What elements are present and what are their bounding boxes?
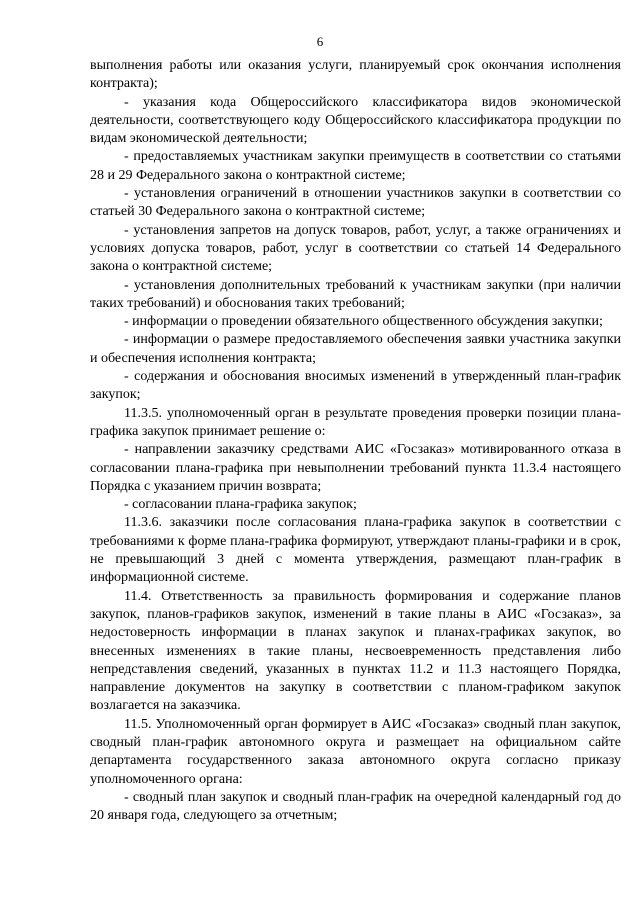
paragraph: выполнения работы или оказания услуги, планируемый срок окончания исполнения контракта);	[90, 58, 621, 92]
paragraph: - установления запретов на допуск товаров, работ, услуг, а также ограничениях и условиях допуска товаров, работ, услуг в соответствии со статьей 14 Федерального закона о контрактной системе;	[90, 222, 621, 275]
paragraph: - согласовании плана-графика закупок;	[124, 497, 357, 513]
document-body	[90, 57, 621, 825]
page-number: 6	[316, 34, 324, 49]
paragraph: - информации о размере предоставляемого обеспечения заявки участника закупки и обеспечения исполнения контракта;	[90, 332, 621, 366]
paragraph: - информации о проведении обязательного общественного обсуждения закупки;	[124, 314, 603, 330]
paragraph: - установления дополнительных требований к участникам закупки (при наличии таких требований) и обоснования таких требований;	[90, 277, 621, 311]
paragraph: - предоставляемых участникам закупки преимуществ в соответствии со статьями 28 и 29 Федерального закона о контрактной системе;	[90, 149, 621, 183]
paragraph: 11.4. Ответственность за правильность формирования и содержание планов закупок, планов-графиков закупок, изменений в такие планы в АИС «Госзаказ», за недостоверность информации в планах закупок и планах-графиках закупок, во внесенных изменениях в такие планы, несвоевременность представления либо непредставления сведений, указанных в пунктах 11.2 и 11.3 настоящего Порядка, направление документов на закупку в соответствии с планом-графиком закупок возлагается на заказчика.	[90, 588, 621, 714]
paragraph: 11.3.6. заказчики после согласования плана-графика закупок в соответствии с требованиями к форме плана-графика формируют, утверждают планы-графики и в срок, не превышающий 3 дней с момента утверждения, размещают план-график в информационной системе.	[90, 515, 621, 586]
paragraph: 11.5. Уполномоченный орган формирует в АИС «Госзаказ» сводный план закупок, сводный план-график автономного округа и размещает на официальном сайте департамента государственного заказа автономного округа согласно приказу уполномоченного органа:	[90, 716, 621, 787]
paragraph: 11.3.5. уполномоченный орган в результате проведения проверки позиции плана-графика закупок принимает решение о:	[90, 405, 621, 439]
paragraph: - содержания и обоснования вносимых изменений в утвержденный план-график закупок;	[90, 369, 621, 403]
paragraph: - направлении заказчику средствами АИС «Госзаказ» мотивированного отказа в согласовании плана-графика при невыполнении требований пункта 11.3.4 настоящего Порядка с указанием причин возврата;	[90, 442, 621, 494]
paragraph: - сводный план закупок и сводный план-график на очередной календарный год до 20 января года, следующего за отчетным;	[90, 789, 621, 824]
paragraph: - указания кода Общероссийского классификатора видов экономической деятельности, соответствующего коду Общероссийского классификатора продукции по видам экономической деятельности;	[90, 94, 621, 147]
paragraph: - установления ограничений в отношении участников закупки в соответствии со статьей 30 Федерального закона о контрактной системе;	[90, 186, 621, 220]
